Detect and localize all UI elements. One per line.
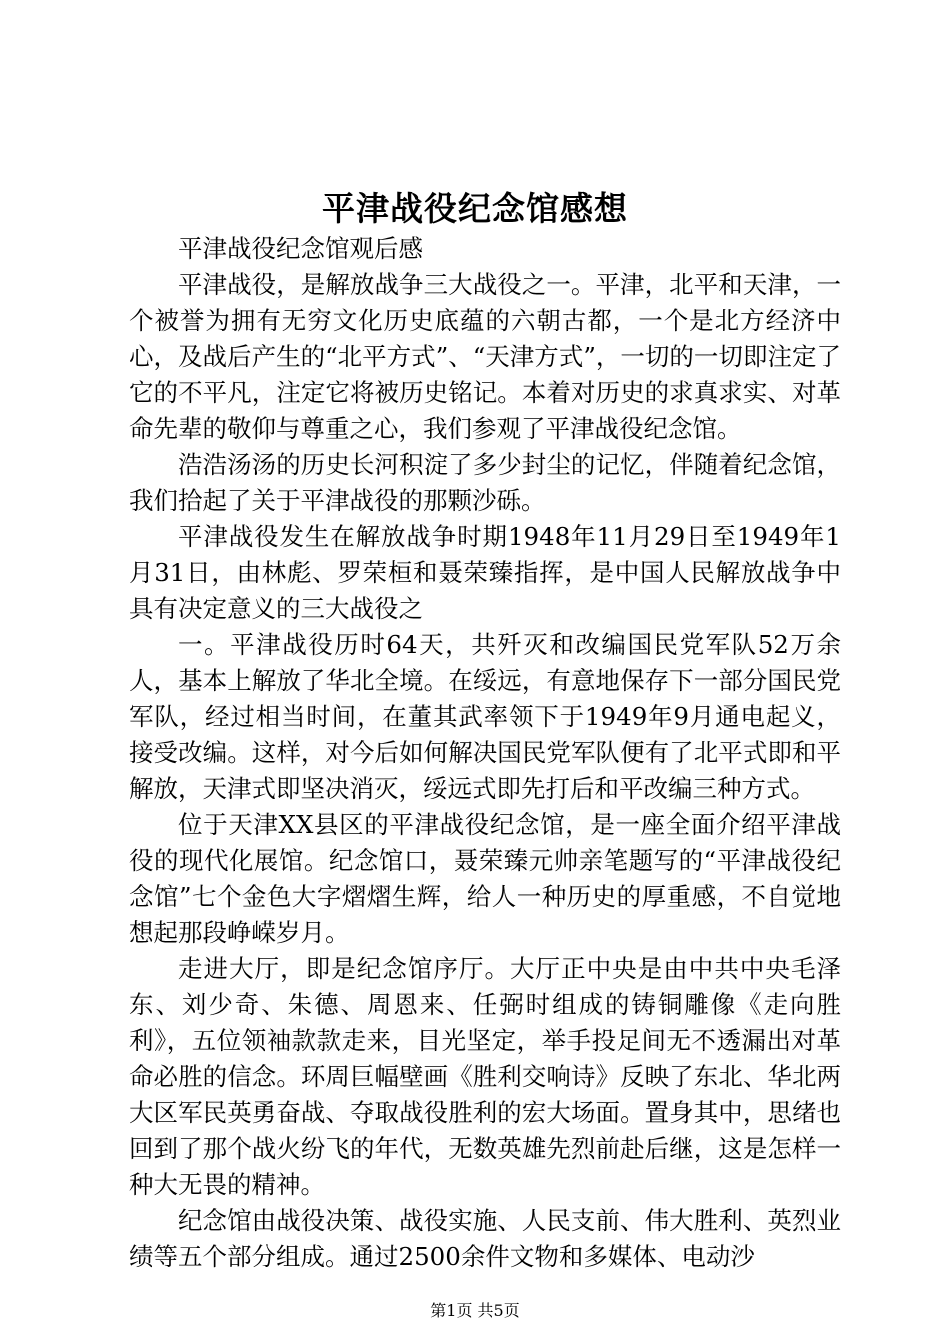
- document-body: [129, 231, 841, 1275]
- paragraph: 平津战役发生在解放战争时期1948年11月29日至1949年1月31日，由林彪、罗荣桓和聂荣臻指挥，是中国人民解放战争中具有决定意义的三大战役之: [129, 522, 841, 623]
- paragraph: 一。平津战役历时64天，共歼灭和改编国民党军队52万余人，基本上解放了华北全境。在绥远，有意地保存下一部分国民党军队，经过相当时间，在董其武率领下于1949年9月通电起义，接受改编。这样，对今后如何解决国民党军队便有了北平式即和平解放，天津式即坚决消灭，绥远式即先打后和平改编三种方式。: [129, 630, 841, 803]
- paragraph: 平津战役，是解放战争三大战役之一。平津，北平和天津，一个被誉为拥有无穷文化历史底蕴的六朝古都，一个是北方经济中心，及战后产生的“北平方式”、“天津方式”，一切的一切即注定了它的不平凡，注定它将被历史铭记。本着对历史的求真求实、对革命先辈的敬仰与尊重之心，我们参观了平津战役纪念馆。: [129, 270, 841, 443]
- paragraph: 位于天津XX县区的平津战役纪念馆，是一座全面介绍平津战役的现代化展馆。纪念馆口，聂荣臻元帅亲笔题写的“平津战役纪念馆”七个金色大字熠熠生辉，给人一种历史的厚重感，不自觉地想起那段峥嵘岁月。: [129, 810, 841, 947]
- paragraph: 走进大厅，即是纪念馆序厅。大厅正中央是由中共中央毛泽东、刘少奇、朱德、周恩来、任弼时组成的铸铜雕像《走向胜利》，五位领袖款款走来，目光坚定，举手投足间无不透漏出对革命必胜的信念。环周巨幅壁画《胜利交响诗》反映了东北、华北两大区军民英勇奋战、夺取战役胜利的宏大场面。置身其中，思绪也回到了那个战火纷飞的年代，无数英雄先烈前赴后继，这是怎样一种大无畏的精神。: [129, 954, 841, 1199]
- page-footer: 第1页 共5页: [430, 1301, 520, 1320]
- paragraph-subtitle: 平津战役纪念馆观后感: [178, 234, 423, 263]
- paragraph: 纪念馆由战役决策、战役实施、人民支前、伟大胜利、英烈业绩等五个部分组成。通过2500余件文物和多媒体、电动沙: [129, 1206, 841, 1271]
- page-title: 平津战役纪念馆感想: [322, 189, 628, 228]
- paragraph: 浩浩汤汤的历史长河积淀了多少封尘的记忆，伴随着纪念馆，我们拾起了关于平津战役的那颗沙砾。: [129, 450, 841, 515]
